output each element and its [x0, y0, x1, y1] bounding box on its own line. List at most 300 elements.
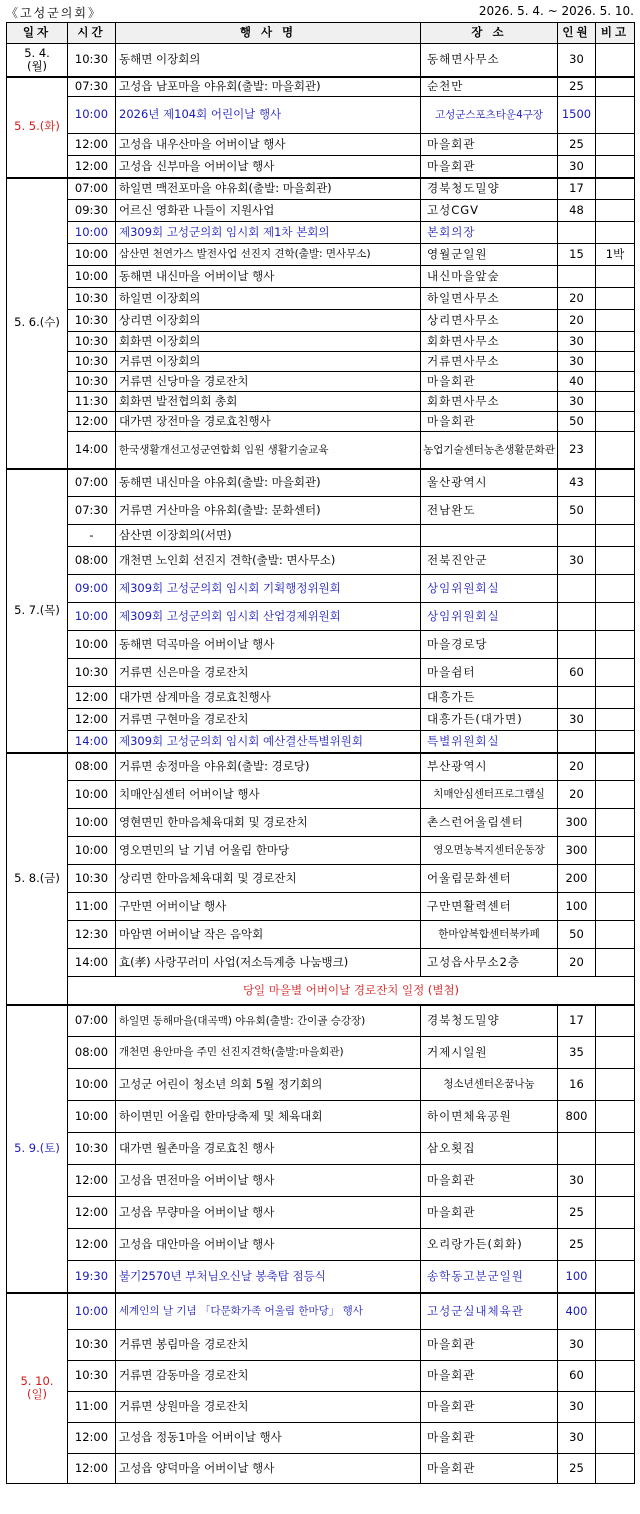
schedule-row — [7, 1005, 635, 1037]
event-count-cell: 35 — [558, 1037, 596, 1069]
event-time-cell: 11:30 — [68, 392, 116, 412]
event-place-cell: 오리랑가든(회화) — [421, 1229, 558, 1261]
event-name-cell: 거류면 구현마을 경로잔치 — [116, 709, 421, 731]
event-count-cell — [558, 575, 596, 603]
event-place-cell: 고성군스포츠타운4구장 — [421, 97, 558, 134]
event-place-cell: 울산광역시 — [421, 469, 558, 497]
event-time-cell: 12:00 — [68, 1229, 116, 1261]
event-remark-cell — [596, 1037, 635, 1069]
schedule-period: 2026. 5. 4. ~ 2026. 5. 10. — [478, 4, 634, 18]
schedule-row — [7, 865, 635, 893]
event-count-cell: 50 — [558, 412, 596, 432]
schedule-row — [7, 1165, 635, 1197]
schedule-row — [7, 547, 635, 575]
event-count-cell: 30 — [558, 392, 596, 412]
event-name-cell: 제309회 고성군의회 임시회 산업경제위원회 — [116, 603, 421, 631]
event-name-cell: 고성읍 남포마을 야유회(출발: 마을회관) — [116, 77, 421, 97]
event-place-cell: 치매안심센터프로그램실 — [421, 781, 558, 809]
col-header-place: 장 소 — [421, 23, 558, 44]
schedule-row — [7, 222, 635, 244]
event-count-cell: 43 — [558, 469, 596, 497]
event-count-cell: 20 — [558, 781, 596, 809]
schedule-row — [7, 949, 635, 977]
event-remark-cell — [596, 687, 635, 709]
event-remark-cell — [596, 603, 635, 631]
event-remark-cell — [596, 134, 635, 156]
event-time-cell: 10:00 — [68, 1069, 116, 1101]
schedule-row — [7, 1101, 635, 1133]
event-time-cell: 10:30 — [68, 865, 116, 893]
event-remark-cell — [596, 44, 635, 77]
event-remark-cell — [596, 575, 635, 603]
event-time-cell: 08:00 — [68, 753, 116, 781]
day-date-cell: 5. 10. (일) — [7, 1293, 68, 1484]
event-name-cell: 고성읍 정동1마을 어버이날 행사 — [116, 1423, 421, 1454]
event-count-cell: 50 — [558, 921, 596, 949]
event-name-cell: 고성읍 신부마을 어버이날 행사 — [116, 156, 421, 178]
event-name-cell: 거류면 감동마을 경로잔치 — [116, 1361, 421, 1392]
event-name-cell: 거류면 신당마을 경로잔치 — [116, 372, 421, 392]
event-place-cell: 마을회관 — [421, 1423, 558, 1454]
event-count-cell: 20 — [558, 949, 596, 977]
event-name-cell: 삼산면 천연가스 발전사업 선진지 견학(출발: 면사무소) — [116, 244, 421, 266]
event-count-cell: 30 — [558, 44, 596, 77]
page-header — [0, 0, 640, 22]
event-time-cell: 10:00 — [68, 631, 116, 659]
event-remark-cell — [596, 97, 635, 134]
event-count-cell — [558, 222, 596, 244]
schedule-row — [7, 1133, 635, 1165]
event-name-cell: 고성읍 대안마을 어버이날 행사 — [116, 1229, 421, 1261]
event-remark-cell — [596, 156, 635, 178]
event-time-cell: 10:00 — [68, 266, 116, 288]
event-count-cell: 100 — [558, 893, 596, 921]
schedule-row — [7, 1293, 635, 1330]
schedule-row — [7, 893, 635, 921]
event-count-cell: 30 — [558, 547, 596, 575]
event-count-cell: 40 — [558, 372, 596, 392]
event-remark-cell — [596, 352, 635, 372]
event-remark-cell — [596, 781, 635, 809]
header-row — [7, 23, 635, 44]
organization-title: 《고성군의회》 — [6, 6, 102, 20]
event-place-cell: 전남완도 — [421, 497, 558, 525]
col-header-event: 행 사 명 — [116, 23, 421, 44]
schedule-row — [7, 1261, 635, 1293]
event-name-cell: 제309회 고성군의회 임시회 예산결산특별위원회 — [116, 731, 421, 753]
schedule-note-row — [7, 977, 635, 1005]
event-time-cell: 12:00 — [68, 156, 116, 178]
event-remark-cell — [596, 178, 635, 200]
event-remark-cell — [596, 731, 635, 753]
event-remark-cell — [596, 1197, 635, 1229]
event-count-cell: 25 — [558, 1197, 596, 1229]
event-count-cell: 60 — [558, 659, 596, 687]
event-count-cell: 300 — [558, 837, 596, 865]
event-name-cell: 고성읍 무량마을 어버이날 행사 — [116, 1197, 421, 1229]
day-date-cell: 5. 4. (월) — [7, 44, 68, 77]
schedule-row — [7, 134, 635, 156]
schedule-body — [7, 44, 635, 1484]
event-remark-cell — [596, 222, 635, 244]
schedule-row — [7, 837, 635, 865]
event-name-cell: 하일면 동해마을(대곡맥) 야유회(출발: 간이골 승강장) — [116, 1005, 421, 1037]
day-date-cell: 5. 7.(목) — [7, 469, 68, 753]
event-remark-cell — [596, 1392, 635, 1423]
event-time-cell: 07:30 — [68, 77, 116, 97]
event-name-cell: 고성읍 양덕마을 어버이날 행사 — [116, 1454, 421, 1484]
event-count-cell — [558, 687, 596, 709]
event-count-cell: 48 — [558, 200, 596, 222]
event-place-cell: 특별위원회실 — [421, 731, 558, 753]
event-time-cell: 14:00 — [68, 949, 116, 977]
col-header-count: 인원 — [558, 23, 596, 44]
event-name-cell: 회화면 이장회의 — [116, 332, 421, 352]
event-count-cell: 17 — [558, 1005, 596, 1037]
event-time-cell: 10:30 — [68, 288, 116, 310]
event-place-cell: 영오면농복지센터운동장 — [421, 837, 558, 865]
schedule-table — [6, 22, 635, 1484]
event-place-cell: 회화면사무소 — [421, 392, 558, 412]
event-time-cell: 10:30 — [68, 1361, 116, 1392]
schedule-row — [7, 731, 635, 753]
event-remark-cell — [596, 266, 635, 288]
event-count-cell — [558, 731, 596, 753]
event-remark-cell — [596, 288, 635, 310]
event-remark-cell — [596, 547, 635, 575]
event-place-cell: 경북청도밀양 — [421, 1005, 558, 1037]
event-time-cell: 11:00 — [68, 893, 116, 921]
event-count-cell: 25 — [558, 77, 596, 97]
event-name-cell: 고성읍 내우산마을 어버이날 행사 — [116, 134, 421, 156]
event-count-cell: 30 — [558, 1330, 596, 1361]
event-name-cell: 동해면 덕곡마을 어버이날 행사 — [116, 631, 421, 659]
event-place-cell: 송학동고분군일원 — [421, 1261, 558, 1293]
event-remark-cell — [596, 1069, 635, 1101]
event-name-cell: 상리면 이장회의 — [116, 310, 421, 332]
event-remark-cell — [596, 200, 635, 222]
event-count-cell: 20 — [558, 753, 596, 781]
event-place-cell: 거제시일원 — [421, 1037, 558, 1069]
schedule-row — [7, 781, 635, 809]
event-time-cell: 12:00 — [68, 687, 116, 709]
event-name-cell: 세계인의 날 기념 「다문화가족 어울림 한마당」 행사 — [116, 1293, 421, 1330]
event-remark-cell — [596, 1261, 635, 1293]
event-remark-cell — [596, 525, 635, 547]
schedule-row — [7, 1069, 635, 1101]
schedule-row — [7, 631, 635, 659]
event-place-cell: 마을회관 — [421, 1392, 558, 1423]
event-count-cell: 17 — [558, 178, 596, 200]
event-count-cell: 400 — [558, 1293, 596, 1330]
event-name-cell: 어르신 영화관 나들이 지원사업 — [116, 200, 421, 222]
schedule-row — [7, 1037, 635, 1069]
event-time-cell: 10:30 — [68, 332, 116, 352]
event-name-cell: 대가면 장전마을 경로효친행사 — [116, 412, 421, 432]
event-remark-cell — [596, 372, 635, 392]
schedule-row — [7, 432, 635, 469]
event-count-cell: 30 — [558, 352, 596, 372]
day-date-cell: 5. 8.(금) — [7, 753, 68, 1005]
event-time-cell: 12:00 — [68, 1197, 116, 1229]
schedule-row — [7, 753, 635, 781]
event-time-cell: 12:00 — [68, 134, 116, 156]
event-time-cell: 07:00 — [68, 1005, 116, 1037]
event-name-cell: 대가면 월촌마을 경로효친 행사 — [116, 1133, 421, 1165]
event-place-cell: 동해면사무소 — [421, 44, 558, 77]
event-time-cell: 10:00 — [68, 97, 116, 134]
event-name-cell: 2026년 제104회 어린이날 행사 — [116, 97, 421, 134]
event-remark-cell — [596, 753, 635, 781]
event-count-cell: 15 — [558, 244, 596, 266]
event-count-cell: 300 — [558, 809, 596, 837]
event-count-cell: 25 — [558, 1454, 596, 1484]
event-time-cell: 12:00 — [68, 1423, 116, 1454]
event-remark-cell: 1박 — [596, 244, 635, 266]
event-count-cell: 200 — [558, 865, 596, 893]
schedule-row — [7, 1361, 635, 1392]
event-place-cell: 대흥가든(대가면) — [421, 709, 558, 731]
event-place-cell: 고성군실내체육관 — [421, 1293, 558, 1330]
event-remark-cell — [596, 469, 635, 497]
event-name-cell: 거류면 봉림마을 경로잔치 — [116, 1330, 421, 1361]
event-remark-cell — [596, 1293, 635, 1330]
event-count-cell — [558, 266, 596, 288]
event-remark-cell — [596, 1101, 635, 1133]
event-name-cell: 효(孝) 사랑꾸러미 사업(저소득계층 나눔뱅크) — [116, 949, 421, 977]
event-time-cell: 10:00 — [68, 837, 116, 865]
schedule-row — [7, 266, 635, 288]
schedule-row — [7, 497, 635, 525]
event-place-cell: 상리면사무소 — [421, 310, 558, 332]
event-place-cell: 어울림문화센터 — [421, 865, 558, 893]
event-remark-cell — [596, 949, 635, 977]
event-place-cell: 촌스런어울림센터 — [421, 809, 558, 837]
event-name-cell: 고성읍 면전마을 어버이날 행사 — [116, 1165, 421, 1197]
event-time-cell: - — [68, 525, 116, 547]
col-header-remark: 비고 — [596, 23, 635, 44]
schedule-row — [7, 178, 635, 200]
schedule-header — [7, 23, 635, 44]
event-name-cell: 거류면 신은마을 경로잔치 — [116, 659, 421, 687]
event-time-cell: 07:30 — [68, 497, 116, 525]
event-place-cell: 내신마을앞숲 — [421, 266, 558, 288]
event-place-cell: 고성CGV — [421, 200, 558, 222]
event-remark-cell — [596, 392, 635, 412]
schedule-row — [7, 469, 635, 497]
event-time-cell: 10:30 — [68, 372, 116, 392]
event-time-cell: 19:30 — [68, 1261, 116, 1293]
schedule-row — [7, 1330, 635, 1361]
event-remark-cell — [596, 837, 635, 865]
event-count-cell: 16 — [558, 1069, 596, 1101]
event-remark-cell — [596, 631, 635, 659]
schedule-row — [7, 97, 635, 134]
event-time-cell: 12:30 — [68, 921, 116, 949]
event-count-cell: 1500 — [558, 97, 596, 134]
event-place-cell: 마을회관 — [421, 1454, 558, 1484]
event-count-cell — [558, 525, 596, 547]
event-time-cell: 10:30 — [68, 1330, 116, 1361]
schedule-row — [7, 412, 635, 432]
event-place-cell: 경북청도밀양 — [421, 178, 558, 200]
day-date-cell: 5. 9.(토) — [7, 1005, 68, 1293]
event-name-cell: 개천면 용안마을 주민 선진지견학(출발:마을회관) — [116, 1037, 421, 1069]
event-place-cell: 구만면활력센터 — [421, 893, 558, 921]
event-count-cell: 30 — [558, 709, 596, 731]
event-name-cell: 하이면민 어울림 한마당축제 및 체육대회 — [116, 1101, 421, 1133]
event-place-cell: 본회의장 — [421, 222, 558, 244]
event-name-cell: 거류면 송정마을 야유회(출발: 경로당) — [116, 753, 421, 781]
event-place-cell: 청소년센터온꿈나눔 — [421, 1069, 558, 1101]
event-remark-cell — [596, 893, 635, 921]
schedule-row — [7, 525, 635, 547]
col-header-time: 시간 — [68, 23, 116, 44]
schedule-row — [7, 603, 635, 631]
event-place-cell: 마을회관 — [421, 134, 558, 156]
event-remark-cell — [596, 1229, 635, 1261]
event-remark-cell — [596, 865, 635, 893]
event-place-cell: 고성읍사무소2층 — [421, 949, 558, 977]
event-place-cell: 상임위원회실 — [421, 603, 558, 631]
schedule-row — [7, 1229, 635, 1261]
schedule-row — [7, 809, 635, 837]
event-remark-cell — [596, 1423, 635, 1454]
event-place-cell: 농업기술센터농촌생활문화관 — [421, 432, 558, 469]
schedule-row — [7, 156, 635, 178]
event-place-cell — [421, 525, 558, 547]
event-time-cell: 14:00 — [68, 432, 116, 469]
event-remark-cell — [596, 1005, 635, 1037]
event-count-cell: 30 — [558, 1392, 596, 1423]
event-name-cell: 삼산면 이장회의(서면) — [116, 525, 421, 547]
event-name-cell: 구만면 어버이날 행사 — [116, 893, 421, 921]
event-time-cell: 09:30 — [68, 200, 116, 222]
event-remark-cell — [596, 332, 635, 352]
schedule-note: 당일 마을별 어버이날 경로잔치 일정 (별첨) — [68, 977, 635, 1005]
event-remark-cell — [596, 921, 635, 949]
event-count-cell: 25 — [558, 1229, 596, 1261]
event-count-cell: 23 — [558, 432, 596, 469]
schedule-row — [7, 575, 635, 603]
event-name-cell: 거류면 이장회의 — [116, 352, 421, 372]
event-count-cell: 50 — [558, 497, 596, 525]
schedule-row — [7, 392, 635, 412]
event-place-cell: 대흥가든 — [421, 687, 558, 709]
event-remark-cell — [596, 1454, 635, 1484]
event-place-cell: 마을회관 — [421, 372, 558, 392]
event-place-cell: 마을회관 — [421, 1361, 558, 1392]
event-remark-cell — [596, 1165, 635, 1197]
event-remark-cell — [596, 809, 635, 837]
event-time-cell: 10:30 — [68, 310, 116, 332]
event-remark-cell — [596, 1133, 635, 1165]
event-name-cell: 거류면 거산마을 야유회(출발: 문화센터) — [116, 497, 421, 525]
event-name-cell: 한국생활개선고성군연합회 임원 생활기술교육 — [116, 432, 421, 469]
event-remark-cell — [596, 659, 635, 687]
event-name-cell: 거류면 상원마을 경로잔치 — [116, 1392, 421, 1423]
event-time-cell: 10:00 — [68, 222, 116, 244]
event-remark-cell — [596, 412, 635, 432]
schedule-row — [7, 372, 635, 392]
event-count-cell — [558, 1133, 596, 1165]
event-time-cell: 09:00 — [68, 575, 116, 603]
event-count-cell: 20 — [558, 310, 596, 332]
event-time-cell: 12:00 — [68, 709, 116, 731]
event-count-cell: 30 — [558, 332, 596, 352]
schedule-row — [7, 44, 635, 77]
event-name-cell: 하일면 이장회의 — [116, 288, 421, 310]
schedule-row — [7, 659, 635, 687]
event-place-cell: 마을회관 — [421, 1197, 558, 1229]
event-remark-cell — [596, 497, 635, 525]
event-place-cell: 마을경로당 — [421, 631, 558, 659]
event-count-cell: 30 — [558, 1423, 596, 1454]
event-place-cell: 회화면사무소 — [421, 332, 558, 352]
event-name-cell: 제309회 고성군의회 임시회 기획행정위원회 — [116, 575, 421, 603]
event-count-cell — [558, 631, 596, 659]
event-name-cell: 치매안심센터 어버이날 행사 — [116, 781, 421, 809]
event-name-cell: 동해면 내신마을 야유회(출발: 마을회관) — [116, 469, 421, 497]
event-place-cell: 부산광역시 — [421, 753, 558, 781]
event-time-cell: 14:00 — [68, 731, 116, 753]
event-name-cell: 제309회 고성군의회 임시회 제1차 본회의 — [116, 222, 421, 244]
event-count-cell: 60 — [558, 1361, 596, 1392]
schedule-row — [7, 352, 635, 372]
event-time-cell: 11:00 — [68, 1392, 116, 1423]
schedule-row — [7, 77, 635, 97]
event-remark-cell — [596, 1361, 635, 1392]
event-place-cell: 마을회관 — [421, 156, 558, 178]
event-name-cell: 상리면 한마음체육대회 및 경로잔치 — [116, 865, 421, 893]
event-name-cell: 동해면 내신마을 어버이날 행사 — [116, 266, 421, 288]
event-place-cell: 한마암복합센터북카페 — [421, 921, 558, 949]
event-time-cell: 12:00 — [68, 1454, 116, 1484]
event-time-cell: 10:00 — [68, 1293, 116, 1330]
event-name-cell: 동해면 이장회의 — [116, 44, 421, 77]
event-time-cell: 10:00 — [68, 244, 116, 266]
schedule-row — [7, 1197, 635, 1229]
schedule-row — [7, 244, 635, 266]
event-remark-cell — [596, 432, 635, 469]
event-time-cell: 10:00 — [68, 1101, 116, 1133]
event-time-cell: 10:30 — [68, 659, 116, 687]
schedule-row — [7, 332, 635, 352]
event-time-cell: 07:00 — [68, 178, 116, 200]
event-place-cell: 전북진안군 — [421, 547, 558, 575]
event-remark-cell — [596, 1330, 635, 1361]
event-time-cell: 12:00 — [68, 1165, 116, 1197]
event-place-cell: 마을회관 — [421, 412, 558, 432]
event-remark-cell — [596, 310, 635, 332]
schedule-row — [7, 288, 635, 310]
event-count-cell: 25 — [558, 134, 596, 156]
schedule-row — [7, 921, 635, 949]
event-time-cell: 10:00 — [68, 809, 116, 837]
event-place-cell: 마을쉼터 — [421, 659, 558, 687]
event-place-cell: 마을회관 — [421, 1165, 558, 1197]
event-time-cell: 10:30 — [68, 44, 116, 77]
event-time-cell: 10:00 — [68, 781, 116, 809]
event-time-cell: 08:00 — [68, 1037, 116, 1069]
event-place-cell: 마을회관 — [421, 1330, 558, 1361]
event-name-cell: 고성군 어린이 청소년 의회 5월 정기회의 — [116, 1069, 421, 1101]
day-date-cell: 5. 5.(화) — [7, 77, 68, 178]
event-count-cell: 20 — [558, 288, 596, 310]
event-count-cell: 100 — [558, 1261, 596, 1293]
event-name-cell: 회화면 발전협의회 총회 — [116, 392, 421, 412]
schedule-row — [7, 1454, 635, 1484]
